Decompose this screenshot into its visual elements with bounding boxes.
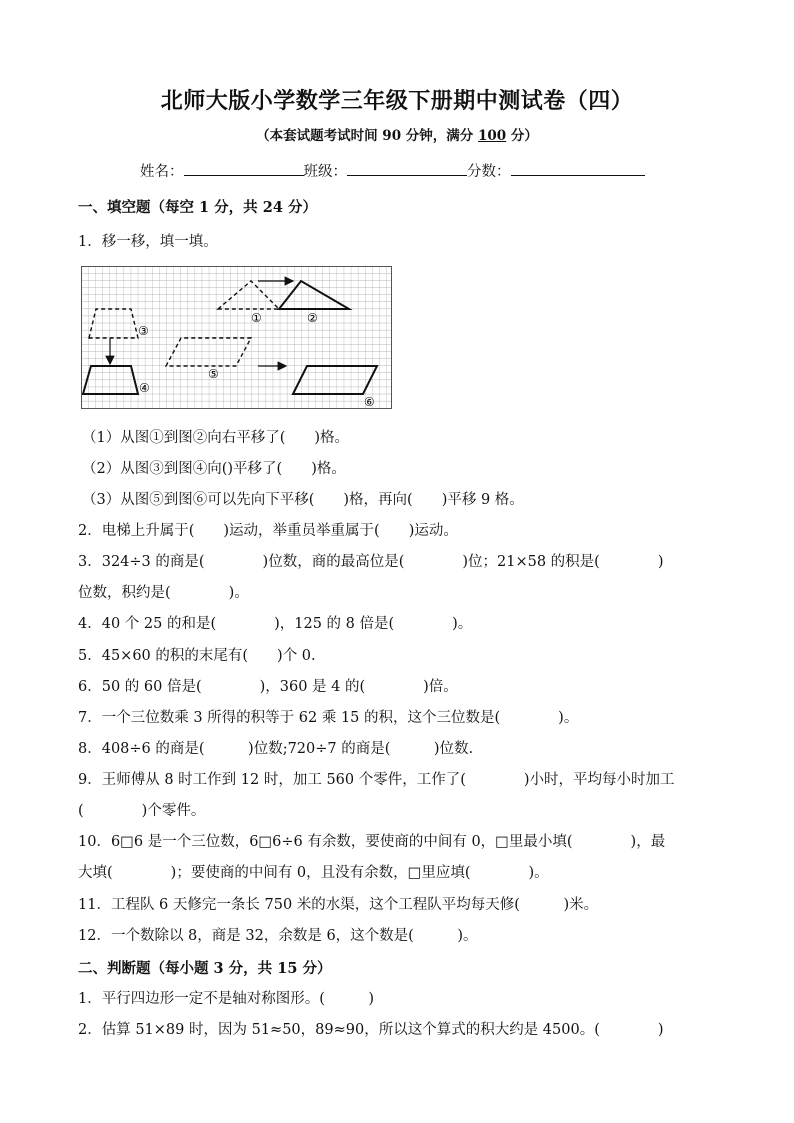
question-1-12: 12．一个数除以 8，商是 32，余数是 6，这个数是( )。: [78, 928, 478, 944]
question-1-7: 7．一个三位数乘 3 所得的积等于 62 乘 15 的积，这个三位数是( )。: [78, 710, 579, 726]
section-1-heading: 一、填空题（每空 1 分，共 24 分）: [78, 199, 317, 216]
exam-subtitle: [0, 124, 794, 144]
score-label: 分数：: [467, 164, 511, 180]
question-1-9-line-1: 9．王师傅从 8 时工作到 12 时，加工 560 个零件，工作了( )小时，平均每小时加工: [78, 772, 675, 788]
question-1-10-line-1: 10．6□6 是一个三位数，6□6÷6 有余数，要使商的中间有 0，□里最小填( )，最: [78, 834, 666, 850]
score-blank[interactable]: [511, 161, 645, 176]
subtitle-post: 分）: [506, 128, 538, 144]
page-title: 北师大版小学数学三年级下册期中测试卷（四）: [160, 88, 634, 114]
class-label: 班级：: [303, 164, 347, 180]
question-1-6: 6．50 的 60 倍是( )，360 是 4 的( )倍。: [78, 679, 458, 695]
question-1-3-line-2: 位数，积约是( )。: [78, 585, 249, 601]
question-1-1: 1．移一移，填一填。: [78, 234, 218, 250]
question-1-10-line-2: 大填( )；要使商的中间有 0，且没有余数，□里应填( )。: [78, 865, 549, 881]
figure-label-3: ③: [138, 324, 149, 338]
figure-label-1: ①: [251, 311, 262, 325]
figure-label-6: ⑥: [364, 395, 375, 409]
question-1-3-line-1: 3．324÷3 的商是( )位数，商的最高位是( )位；21×58 的积是( ): [78, 554, 664, 570]
question-1-1-part-3: （3）从图⑤到图⑥可以先向下平移( )格，再向( )平移 9 格。: [82, 492, 524, 508]
question-1-11: 11．工程队 6 天修完一条长 750 米的水渠，这个工程队平均每天修( )米。: [78, 897, 599, 913]
student-info-line: [140, 160, 645, 181]
full-score: 100: [478, 128, 507, 144]
section-2-heading: 二、判断题（每小题 3 分，共 15 分）: [78, 960, 332, 977]
figure-label-4: ④: [139, 381, 150, 395]
question-1-4: 4．40 个 25 的和是( )，125 的 8 倍是( )。: [78, 616, 473, 632]
figure-label-5: ⑤: [208, 367, 219, 381]
question-2-1: 1．平行四边形一定不是轴对称图形。( ): [78, 991, 375, 1007]
question-1-1-part-1: （1）从图①到图②向右平移了( )格。: [82, 430, 350, 446]
figure-label-2: ②: [307, 311, 318, 325]
question-1-1-part-2: （2）从图③到图④向()平移了( )格。: [82, 461, 346, 477]
class-blank[interactable]: [347, 161, 467, 176]
question-1-5: 5．45×60 的积的末尾有( )个 0.: [78, 648, 316, 664]
question-1-8: 8．408÷6 的商是( )位数;720÷7 的商是( )位数.: [78, 741, 474, 757]
name-blank[interactable]: [184, 161, 304, 176]
subtitle-pre: （本套试题考试时间 90 分钟，满分: [256, 128, 478, 144]
translation-grid-figure: [81, 266, 393, 410]
question-1-2: 2．电梯上升属于( )运动，举重员举重属于( )运动。: [78, 523, 458, 539]
question-2-2: 2．估算 51×89 时，因为 51≈50，89≈90，所以这个算式的积大约是 4500。( ): [78, 1022, 664, 1038]
question-1-9-line-2: ( )个零件。: [78, 803, 206, 819]
name-label: 姓名：: [140, 164, 184, 180]
